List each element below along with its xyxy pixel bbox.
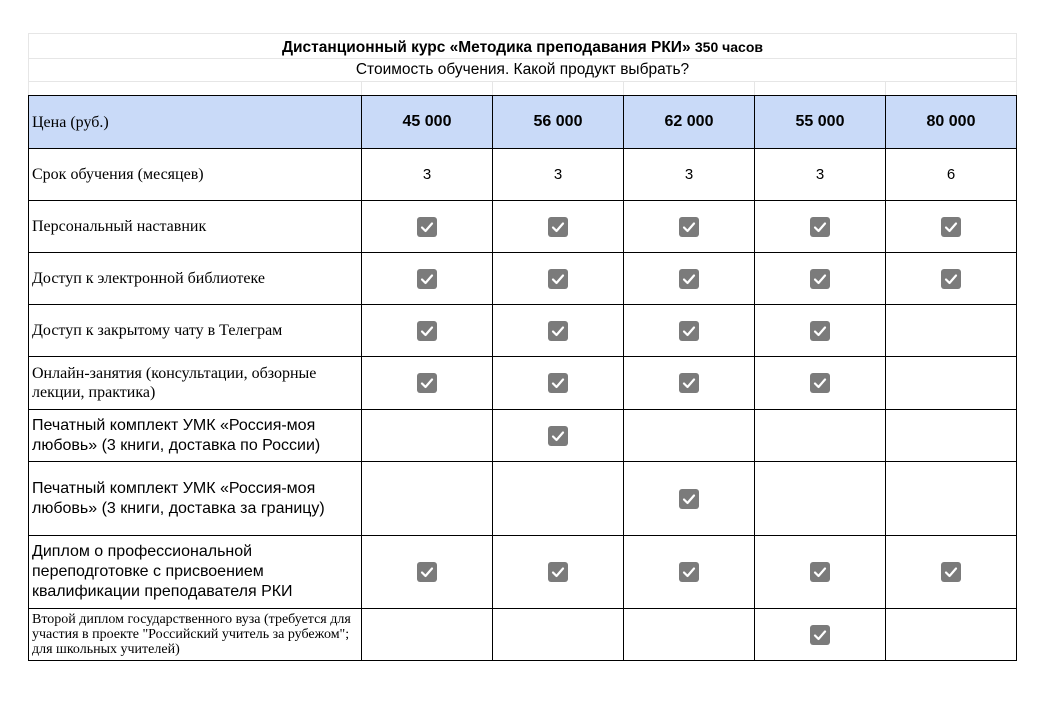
feature-row [29, 609, 1017, 661]
price-cell: 56 000 [493, 96, 624, 149]
feature-cell [886, 253, 1017, 305]
feature-cell [755, 536, 886, 609]
pricing-table [28, 95, 1017, 661]
sheet-title-row [28, 33, 1017, 59]
feature-cell [624, 253, 755, 305]
feature-cell [362, 305, 493, 357]
feature-cell [362, 357, 493, 410]
feature-cell [493, 462, 624, 536]
feature-cell [755, 201, 886, 253]
feature-cell [624, 201, 755, 253]
feature-cell [886, 305, 1017, 357]
checkbox-checked-icon[interactable] [941, 562, 961, 582]
feature-cell [624, 536, 755, 609]
checkbox-checked-icon[interactable] [679, 489, 699, 509]
feature-cell [493, 536, 624, 609]
feature-cell [493, 201, 624, 253]
checkbox-checked-icon[interactable] [679, 269, 699, 289]
feature-cell [362, 253, 493, 305]
feature-label: Печатный комплект УМК «Россия-моя любовь» (3 книги, доставка за границу) [29, 462, 362, 536]
checkbox-checked-icon[interactable] [417, 321, 437, 341]
feature-cell [493, 609, 624, 661]
checkbox-checked-icon[interactable] [941, 269, 961, 289]
duration-cell: 3 [624, 149, 755, 201]
feature-row [29, 305, 1017, 357]
price-cell: 80 000 [886, 96, 1017, 149]
price-cell: 45 000 [362, 96, 493, 149]
feature-label: Персональный наставник [29, 201, 362, 253]
checkbox-checked-icon[interactable] [679, 321, 699, 341]
feature-cell [493, 253, 624, 305]
checkbox-checked-icon[interactable] [810, 321, 830, 341]
feature-label: Диплом о профессиональной переподготовке с присвоением квалификации преподавателя РКИ [29, 536, 362, 609]
checkbox-checked-icon[interactable] [810, 562, 830, 582]
checkbox-checked-icon[interactable] [548, 217, 568, 237]
price-row [29, 96, 1017, 149]
feature-label: Доступ к закрытому чату в Телеграм [29, 305, 362, 357]
feature-row [29, 201, 1017, 253]
checkbox-checked-icon[interactable] [810, 625, 830, 645]
checkbox-checked-icon[interactable] [417, 269, 437, 289]
spacer-row [28, 81, 1017, 95]
feature-row [29, 253, 1017, 305]
feature-cell [755, 357, 886, 410]
sheet-subtitle: Стоимость обучения. Какой продукт выбрать? [28, 58, 1017, 82]
feature-cell [886, 462, 1017, 536]
duration-cell: 3 [362, 149, 493, 201]
feature-cell [624, 609, 755, 661]
feature-cell [755, 609, 886, 661]
feature-cell [755, 305, 886, 357]
duration-cell: 3 [493, 149, 624, 201]
feature-cell [886, 609, 1017, 661]
checkbox-checked-icon[interactable] [941, 217, 961, 237]
checkbox-checked-icon[interactable] [679, 562, 699, 582]
course-title: Дистанционный курс «Методика преподавания РКИ» [281, 39, 691, 56]
feature-label: Доступ к электронной библиотеке [29, 253, 362, 305]
feature-cell [624, 462, 755, 536]
duration-row [29, 149, 1017, 201]
checkbox-checked-icon[interactable] [810, 217, 830, 237]
checkbox-checked-icon[interactable] [417, 217, 437, 237]
feature-cell [755, 253, 886, 305]
checkbox-checked-icon[interactable] [548, 562, 568, 582]
checkbox-checked-icon[interactable] [810, 269, 830, 289]
feature-cell [362, 609, 493, 661]
feature-cell [493, 410, 624, 462]
price-cell: 55 000 [755, 96, 886, 149]
checkbox-checked-icon[interactable] [548, 269, 568, 289]
feature-cell [493, 357, 624, 410]
feature-label: Печатный комплект УМК «Россия-моя любовь» (3 книги, доставка по России) [29, 410, 362, 462]
feature-cell [755, 410, 886, 462]
feature-label: Онлайн-занятия (консультации, обзорные лекции, практика) [29, 357, 362, 410]
feature-cell [362, 201, 493, 253]
checkbox-checked-icon[interactable] [679, 217, 699, 237]
feature-row [29, 462, 1017, 536]
feature-cell [624, 305, 755, 357]
checkbox-checked-icon[interactable] [548, 321, 568, 341]
feature-row [29, 357, 1017, 410]
feature-cell [886, 536, 1017, 609]
duration-label: Срок обучения (месяцев) [29, 149, 362, 201]
duration-cell: 3 [755, 149, 886, 201]
feature-cell [493, 305, 624, 357]
checkbox-checked-icon[interactable] [679, 373, 699, 393]
feature-cell [886, 201, 1017, 253]
feature-label: Второй диплом государственного вуза (требуется для участия в проекте "Российский учитель за рубежом"; для школьных учителей) [29, 609, 362, 661]
feature-cell [886, 410, 1017, 462]
feature-cell [362, 536, 493, 609]
feature-row [29, 410, 1017, 462]
price-label: Цена (руб.) [29, 96, 362, 149]
duration-cell: 6 [886, 149, 1017, 201]
checkbox-checked-icon[interactable] [417, 373, 437, 393]
feature-cell [755, 462, 886, 536]
checkbox-checked-icon[interactable] [548, 373, 568, 393]
feature-cell [624, 410, 755, 462]
feature-cell [362, 410, 493, 462]
checkbox-checked-icon[interactable] [810, 373, 830, 393]
feature-row [29, 536, 1017, 609]
course-hours: 350 часов [694, 39, 763, 55]
price-cell: 62 000 [624, 96, 755, 149]
feature-cell [624, 357, 755, 410]
checkbox-checked-icon[interactable] [417, 562, 437, 582]
feature-cell [886, 357, 1017, 410]
feature-cell [362, 462, 493, 536]
checkbox-checked-icon[interactable] [548, 426, 568, 446]
